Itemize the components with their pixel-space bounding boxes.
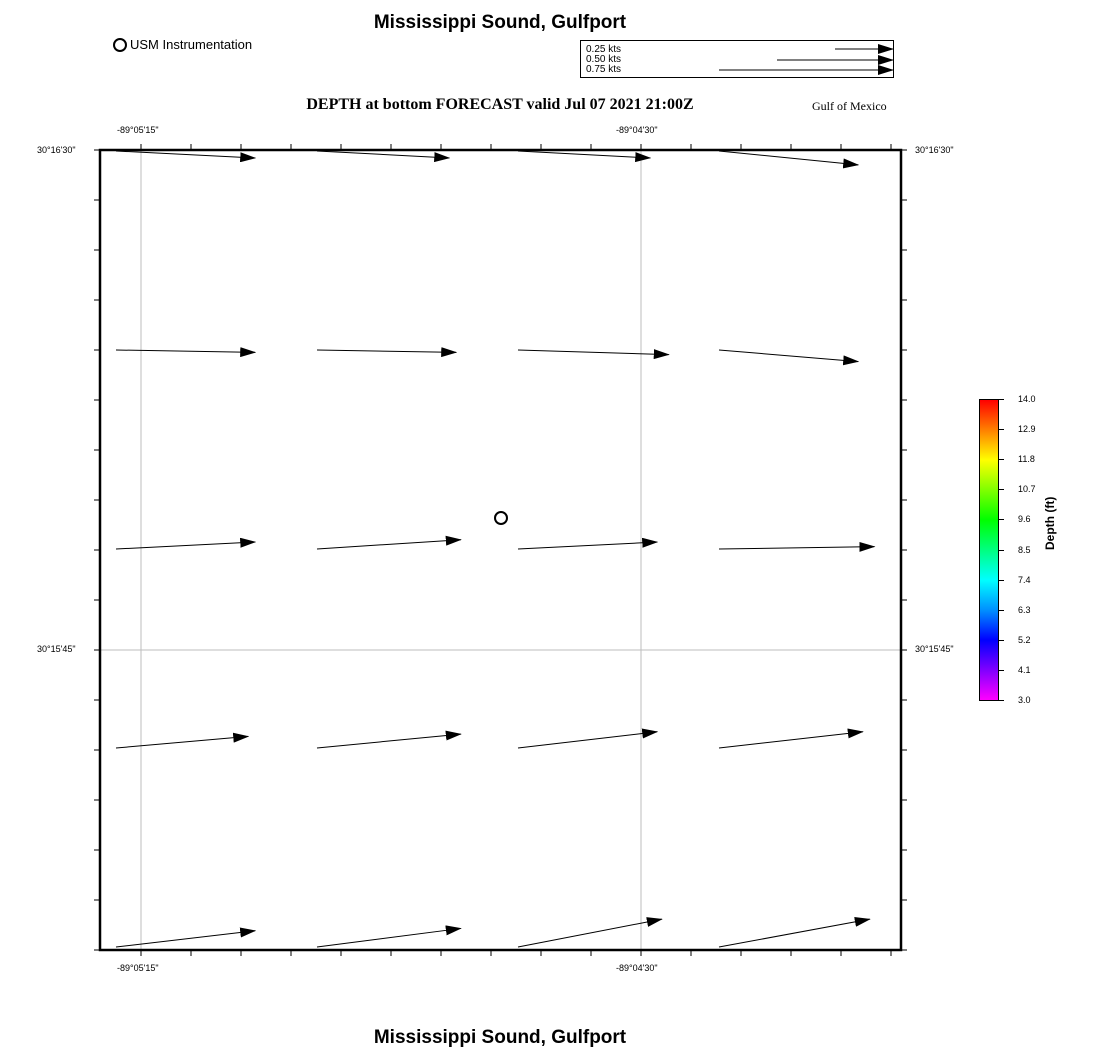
colorbar-tick-label: 12.9 [1018,424,1036,435]
lat-label-left-2: 30°15'45" [37,644,76,654]
current-vector [116,736,248,748]
colorbar-tick-label: 3.0 [1018,695,1031,705]
lat-label-right-1: 30°16'30" [915,145,954,155]
current-vector [518,919,662,947]
current-vector [116,350,255,352]
lat-label-right-2: 30°15'45" [915,644,954,654]
current-vector [518,732,657,748]
current-vector [317,350,456,352]
region-label: Gulf of Mexico [812,99,887,113]
current-vector [317,540,461,549]
colorbar-tick-mark [999,580,1004,581]
map-frame [94,144,907,956]
current-vector [518,542,657,549]
usm-legend-label: USM Instrumentation [130,37,253,52]
current-vector [719,732,863,748]
current-vector [317,928,461,947]
current-vector [116,542,255,549]
current-vector [317,151,449,158]
colorbar-tick-mark [999,459,1004,460]
current-vector [116,151,255,158]
usm-station-marker [495,512,507,524]
colorbar-tick-mark [999,550,1004,551]
lon-label-top-2: -89°04'30" [616,125,658,135]
current-vector [116,931,255,947]
scale-label-050: 0.50 kts [586,54,622,65]
colorbar-tick-label: 8.5 [1018,544,1031,555]
current-vector [719,151,858,165]
current-vector [518,151,650,158]
footer-title: Mississippi Sound, Gulfport [373,1027,627,1048]
current-vector [518,350,669,355]
colorbar-tick-mark [999,429,1004,430]
colorbar-tick-label: 9.6 [1018,514,1031,525]
colorbar-tick-mark [999,670,1004,671]
colorbar-tick-mark [999,399,1004,400]
colorbar-tick-mark [999,640,1004,641]
lon-label-bottom-1: -89°05'15" [117,963,159,973]
colorbar-tick-label: 6.3 [1018,604,1031,615]
scale-arrows [719,49,893,70]
colorbar-tick-label: 14.0 [1018,394,1036,404]
colorbar-tick-label: 10.7 [1018,484,1036,495]
current-vector [719,547,874,549]
current-vectors [116,151,874,947]
current-vector [719,919,870,947]
scale-label-075: 0.75 kts [586,64,622,75]
map-title: Mississippi Sound, Gulfport [373,12,627,33]
colorbar-title: Depth (ft) [1043,496,1057,550]
colorbar-tick-label: 7.4 [1018,574,1031,585]
depth-colorbar [979,399,999,701]
scale-label-025: 0.25 kts [586,44,622,55]
lon-label-top-1: -89°05'15" [117,125,159,135]
colorbar-tick-mark [999,489,1004,490]
lon-label-bottom-2: -89°04'30" [616,963,658,973]
current-vector [317,734,461,748]
colorbar-tick-label: 11.8 [1018,454,1035,465]
forecast-title: DEPTH at bottom FORECAST valid Jul 07 2021 21:00Z [306,96,694,113]
colorbar-tick-label: 5.2 [1018,634,1031,645]
lat-label-left-1: 30°16'30" [37,145,76,155]
current-vector [719,350,858,362]
colorbar-tick-label: 4.1 [1018,664,1031,675]
colorbar-tick-mark [999,610,1004,611]
colorbar-tick-mark [999,700,1004,701]
colorbar-tick-mark [999,519,1004,520]
